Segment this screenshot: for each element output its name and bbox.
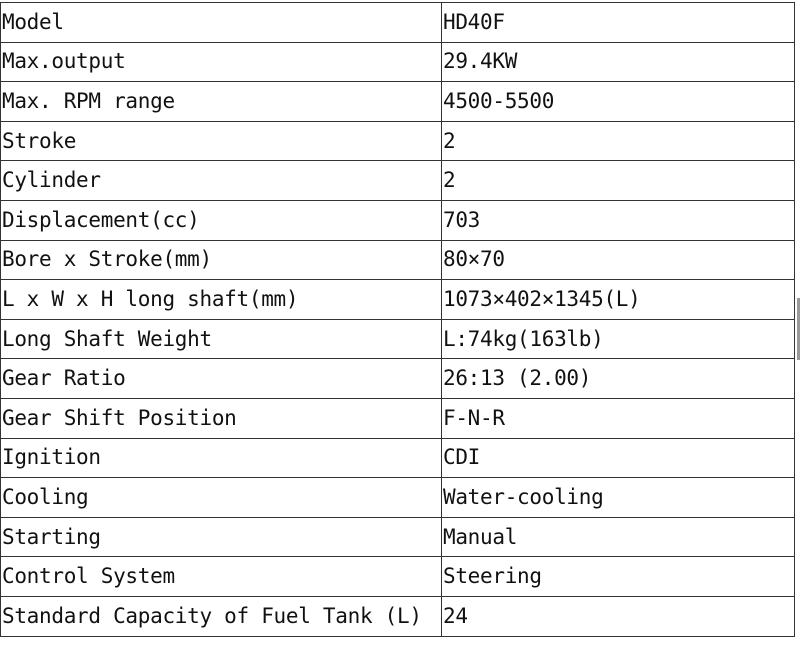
table-row (1, 240, 795, 280)
spec-label: Cooling (1, 478, 442, 518)
spec-value: CDI (442, 438, 795, 478)
spec-table (0, 2, 795, 637)
spec-table-body (1, 3, 795, 637)
spec-label: Max.output (1, 42, 442, 82)
spec-value: 1073×402×1345(L) (442, 280, 795, 320)
table-row (1, 596, 795, 636)
spec-label: Bore x Stroke(mm) (1, 240, 442, 280)
spec-label: L x W x H long shaft(mm) (1, 280, 442, 320)
table-row (1, 398, 795, 438)
table-row (1, 121, 795, 161)
spec-label: Max. RPM range (1, 82, 442, 122)
table-row (1, 42, 795, 82)
table-row (1, 478, 795, 518)
spec-label: Starting (1, 517, 442, 557)
spec-label: Standard Capacity of Fuel Tank (L) (1, 596, 442, 636)
table-row (1, 82, 795, 122)
spec-value: Manual (442, 517, 795, 557)
table-row (1, 359, 795, 399)
spec-value: 4500-5500 (442, 82, 795, 122)
spec-value: Steering (442, 557, 795, 597)
spec-label: Cylinder (1, 161, 442, 201)
spec-label: Control System (1, 557, 442, 597)
table-row (1, 557, 795, 597)
spec-label: Long Shaft Weight (1, 319, 442, 359)
spec-label: Gear Shift Position (1, 398, 442, 438)
table-row (1, 319, 795, 359)
spec-label: Displacement(cc) (1, 200, 442, 240)
spec-value: 29.4KW (442, 42, 795, 82)
spec-value: HD40F (442, 3, 795, 43)
spec-value: F-N-R (442, 398, 795, 438)
spec-value: 26:13 (2.00) (442, 359, 795, 399)
table-row (1, 517, 795, 557)
spec-value: 2 (442, 121, 795, 161)
spec-value: 24 (442, 596, 795, 636)
spec-value: 703 (442, 200, 795, 240)
spec-value: 2 (442, 161, 795, 201)
spec-label: Model (1, 3, 442, 43)
spec-value: L:74kg(163lb) (442, 319, 795, 359)
table-row (1, 280, 795, 320)
spec-label: Gear Ratio (1, 359, 442, 399)
table-row (1, 3, 795, 43)
table-row (1, 438, 795, 478)
spec-value: 80×70 (442, 240, 795, 280)
table-row (1, 200, 795, 240)
spec-label: Stroke (1, 121, 442, 161)
table-row (1, 161, 795, 201)
spec-value: Water-cooling (442, 478, 795, 518)
spec-label: Ignition (1, 438, 442, 478)
